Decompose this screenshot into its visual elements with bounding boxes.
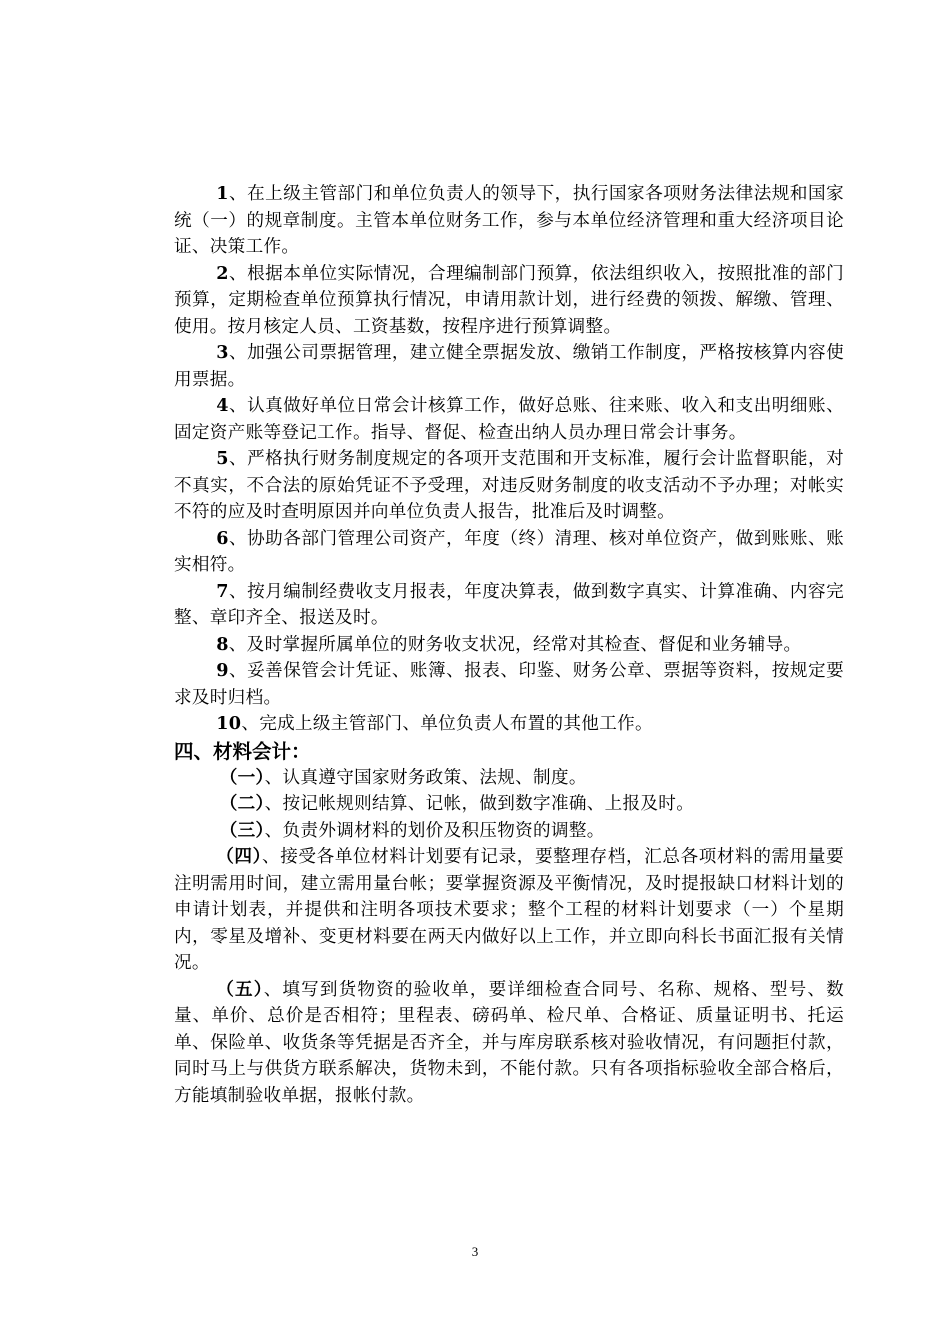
- item-number: 7: [216, 580, 229, 602]
- item-number: （一）: [219, 766, 265, 788]
- paragraph-item-9: [174, 658, 844, 711]
- item-text: 、加强公司票据管理，建立健全票据发放、缴销工作制度，严格按核算内容使用票据。: [174, 343, 844, 390]
- item-text: 、在上级主管部门和单位负责人的领导下，执行国家各项财务法律法规和国家统（一）的规章制度。主管本单位财务工作，参与本单位经济管理和重大经济项目论证、决策工作。: [174, 184, 844, 257]
- item-text: 、按记帐规则结算、记帐，做到数字准确、上报及时。: [264, 794, 695, 814]
- item-number: （四）: [216, 846, 263, 867]
- paragraph-sub-3: [174, 818, 844, 845]
- paragraph-item-8: [174, 632, 844, 659]
- item-number: 4: [216, 395, 229, 416]
- page-number: 3: [471, 1244, 479, 1259]
- item-text: 、及时掌握所属单位的财务收支状况，经常对其检查、督促和业务辅导。: [228, 634, 802, 655]
- item-number: 5: [216, 448, 229, 469]
- paragraph-sub-4: [174, 844, 844, 977]
- section-heading: 四、材料会计：: [174, 739, 311, 763]
- paragraph-sub-1: [174, 765, 844, 792]
- item-number: （五）: [216, 978, 264, 1000]
- item-number: 3: [216, 342, 229, 363]
- item-text: 、按月编制经费收支月报表，年度决算表，做到数字真实、计算准确、内容完整、章印齐全、报送及时。: [174, 581, 844, 628]
- item-number: 1: [216, 183, 229, 204]
- item-number: 2: [216, 262, 229, 284]
- item-text: 、认真遵守国家财务政策、法规、制度。: [264, 767, 587, 788]
- item-number: 6: [216, 527, 229, 549]
- item-text: 、严格执行财务制度规定的各项开支范围和开支标准，履行会计监督职能，对不真实，不合法的原始凭证不予受理，对违反财务制度的收支活动不予办理；对帐实不符的应及时查明原因并向单位负责人报告，批准后及时调整。: [174, 449, 844, 522]
- item-text: 、协助各部门管理公司资产，年度（终）清理、核对单位资产，做到账账、账实相符。: [174, 528, 844, 575]
- paragraph-sub-5: [174, 977, 844, 1110]
- item-text: 、负责外调材料的划价及积压物资的调整。: [264, 820, 605, 841]
- item-number: 10: [216, 713, 242, 734]
- item-text: 、填写到货物资的验收单，要详细检查合同号、名称、规格、型号、数量、单价、总价是否相符；里程表、磅码单、检尺单、合格证、质量证明书、托运单、保险单、收货条等凭据是否齐全，并与库房联系核对验收情况，有问题拒付款，同时马上与供货方联系解决，货物未到，不能付款。只有各项指标验收全部合格后，方能填制验收单据，报帐付款。: [174, 979, 844, 1106]
- item-text: 、接受各单位材料计划要有记录，要整理存档，汇总各项材料的需用量要注明需用时间，建立需用量台帐；要掌握资源及平衡情况，及时提报缺口材料计划的申请计划表，并提供和注明各项技术要求；整个工程的材料计划要求（一）个星期内，零星及增补、变更材料要在两天内做好以上工作，并立即向科长书面汇报有关情况。: [174, 847, 844, 973]
- paragraph-item-7: [174, 579, 844, 632]
- page-content: [174, 181, 844, 1109]
- paragraph-item-5: [174, 446, 844, 526]
- paragraph-item-1: [174, 181, 844, 261]
- paragraph-item-4: [174, 393, 844, 446]
- item-number: （三）: [219, 819, 265, 841]
- paragraph-item-10: [174, 711, 844, 738]
- paragraph-sub-2: [174, 791, 844, 818]
- item-number: （二）: [219, 793, 265, 814]
- paragraph-item-2: [174, 261, 844, 341]
- item-text: 、完成上级主管部门、单位负责人布置的其他工作。: [241, 714, 653, 734]
- item-text: 、认真做好单位日常会计核算工作，做好总账、往来账、收入和支出明细账、固定资产账等登记工作。指导、督促、检查出纳人员办理日常会计事务。: [174, 396, 844, 443]
- item-text: 、妥善保管会计凭证、账簿、报表、印鉴、财务公章、票据等资料，按规定要求及时归档。: [174, 661, 844, 708]
- item-number: 9: [216, 660, 229, 681]
- paragraph-item-6: [174, 526, 844, 579]
- paragraph-item-3: [174, 340, 844, 393]
- item-text: 、根据本单位实际情况，合理编制部门预算，依法组织收入，按照批准的部门预算，定期检查单位预算执行情况，申请用款计划，进行经费的领拨、解缴、管理、使用。按月核定人员、工资基数，按程序进行预算调整。: [174, 263, 844, 337]
- item-number: 8: [216, 633, 229, 655]
